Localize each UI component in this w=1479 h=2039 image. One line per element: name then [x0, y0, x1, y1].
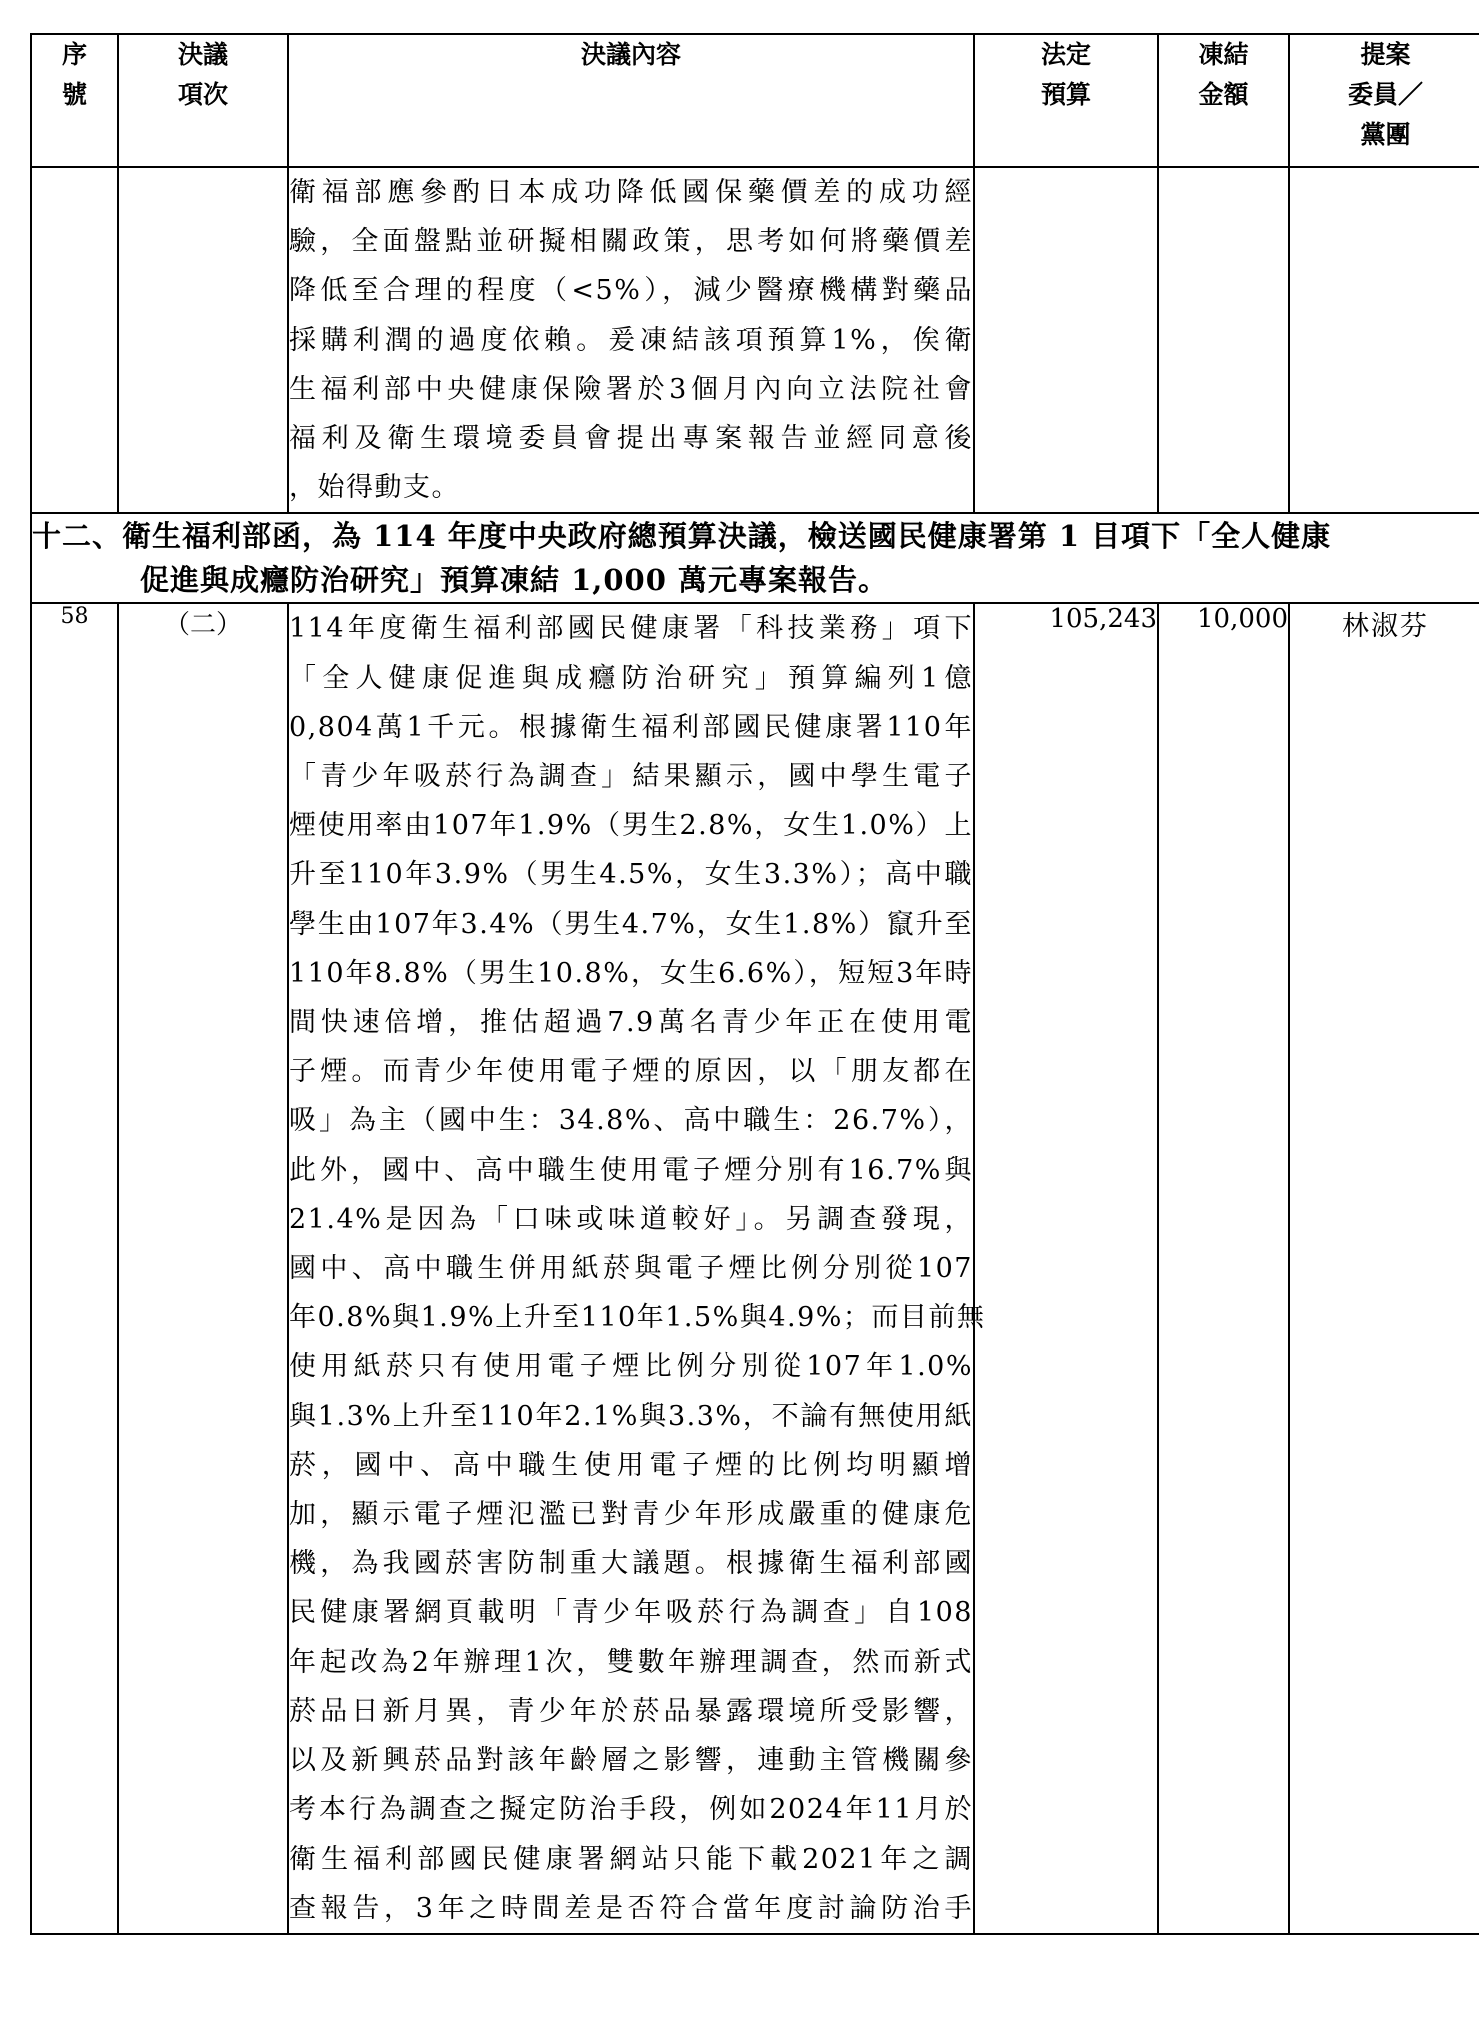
content-line: 以及新興菸品對該年齡層之影響，連動主管機關參	[289, 1745, 973, 1777]
content-line: 21.4%是因為「口味或味道較好」。另調查發現，	[289, 1203, 973, 1235]
prev-frozen-cell	[1158, 167, 1289, 513]
content-line: 年0.8%與1.9%上升至110年1.5%與4.9%；而目前無	[289, 1302, 986, 1334]
header-seq: 序 號	[31, 34, 118, 167]
content-line: 110年8.8%（男生10.8%，女生6.6%），短短3年時	[289, 957, 973, 989]
content-line: 此外，國中、高中職生使用電子煙分別有16.7%與	[289, 1154, 973, 1186]
header-budget: 法定 預算	[974, 34, 1158, 167]
resolution-item: （二）	[118, 603, 288, 1933]
content-line: 衛生福利部國民健康署網站只能下載2021年之調	[289, 1843, 973, 1875]
content-line: 福利及衛生環境委員會提出專案報告並經同意後	[289, 423, 973, 455]
content-line: 降低至合理的程度（<5%），減少醫療機構對藥品	[289, 275, 973, 307]
content-line: 查報告，3年之時間差是否符合當年度討論防治手	[289, 1892, 973, 1924]
content-line: 驗，全面盤點並研擬相關政策，思考如何將藥價差	[289, 226, 973, 258]
content-line: 生福利部中央健康保險署於3個月內向立法院社會	[289, 373, 973, 405]
section-heading-row	[31, 513, 1479, 603]
content-line: 考本行為調查之擬定防治手段，例如2024年11月於	[289, 1794, 973, 1826]
content-line: 114年度衛生福利部國民健康署「科技業務」項下	[289, 613, 973, 645]
content-line: 間快速倍增，推估超過7.9萬名青少年正在使用電	[289, 1007, 973, 1039]
content-line: 菸，國中、高中職生使用電子煙的比例均明顯增	[289, 1449, 973, 1481]
seq-number: 58	[31, 603, 118, 1933]
frozen-amount: 10,000	[1158, 603, 1289, 1933]
content-line: 採購利潤的過度依賴。爰凍結該項預算1%，俟衛	[289, 324, 973, 356]
header-proposer: 提案 委員／ 黨團	[1289, 34, 1479, 167]
section-heading: 十二、衛生福利部函，為 114 年度中央政府總預算決議，檢送國民健康署第 1 目項下「全人健康 促進與成癮防治研究」預算凍結 1,000 萬元專案報告。	[31, 513, 1479, 603]
prev-seq-cell	[31, 167, 118, 513]
content-line: 加，顯示電子煙氾濫已對青少年形成嚴重的健康危	[289, 1499, 973, 1531]
content-line: ，始得動支。	[289, 472, 460, 504]
table-row-previous	[31, 167, 1479, 513]
content-line: 菸品日新月異，青少年於菸品暴露環境所受影響，	[289, 1695, 973, 1727]
content-line: 與1.3%上升至110年2.1%與3.3%，不論有無使用紙	[289, 1400, 973, 1432]
content-line: 民健康署網頁載明「青少年吸菸行為調查」自108	[289, 1597, 973, 1629]
table-row-58	[31, 603, 1479, 1933]
header-item: 決議 項次	[118, 34, 288, 167]
content-line: 年起改為2年辦理1次，雙數年辦理調查，然而新式	[289, 1646, 973, 1678]
content-line: 吸」為主（國中生：34.8%、高中職生：26.7%），	[289, 1105, 973, 1137]
content-line: 機，為我國菸害防制重大議題。根據衛生福利部國	[289, 1548, 973, 1580]
statutory-budget: 105,243	[974, 603, 1158, 1933]
resolution-table	[30, 33, 1479, 1935]
content-line: 學生由107年3.4%（男生4.7%，女生1.8%）竄升至	[289, 908, 973, 940]
content-line: 使用紙菸只有使用電子煙比例分別從107年1.0%	[289, 1351, 973, 1383]
content-line: 「全人健康促進與成癮防治研究」預算編列1億	[289, 662, 973, 694]
prev-budget-cell	[974, 167, 1158, 513]
content-line: 煙使用率由107年1.9%（男生2.8%，女生1.0%）上	[289, 810, 973, 842]
header-row	[31, 34, 1479, 167]
prev-item-cell	[118, 167, 288, 513]
content-line: 衛福部應參酌日本成功降低國保藥價差的成功經	[289, 177, 973, 208]
prev-content-cell	[288, 167, 974, 513]
prev-proposer-cell	[1289, 167, 1479, 513]
header-frozen: 凍結 金額	[1158, 34, 1289, 167]
proposer: 林淑芬	[1289, 603, 1479, 1933]
resolution-content	[288, 603, 986, 1933]
content-line: 升至110年3.9%（男生4.5%，女生3.3%）；高中職	[289, 859, 973, 891]
content-line: 國中、高中職生併用紙菸與電子煙比例分別從107	[289, 1253, 973, 1285]
content-line: 0,804萬1千元。根據衛生福利部國民健康署110年	[289, 711, 973, 743]
content-line: 「青少年吸菸行為調查」結果顯示，國中學生電子	[289, 761, 973, 793]
content-line: 子煙。而青少年使用電子煙的原因，以「朋友都在	[289, 1056, 973, 1088]
header-content: 決議內容	[288, 34, 974, 167]
